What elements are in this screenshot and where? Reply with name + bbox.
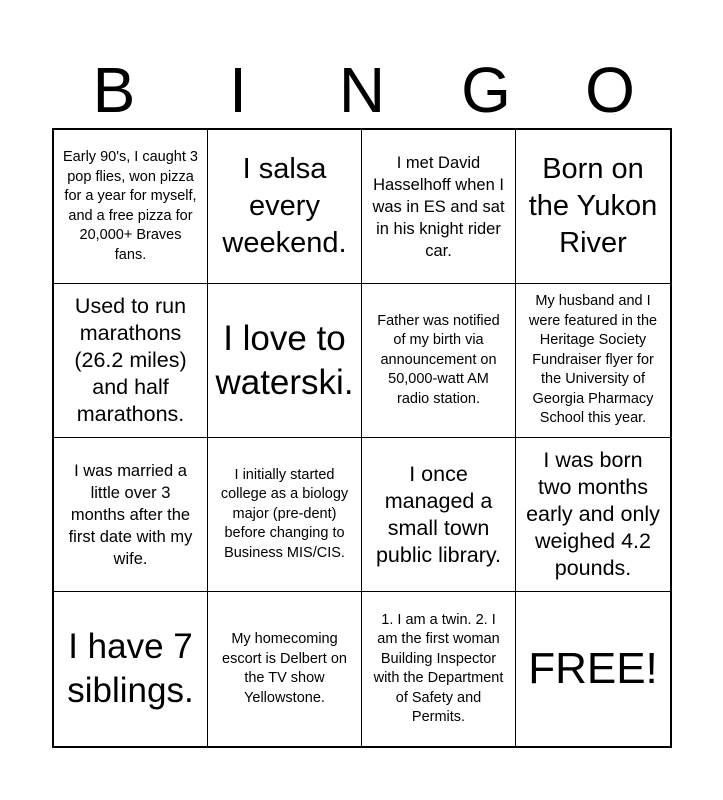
bingo-cell[interactable] <box>208 438 362 592</box>
bingo-cell[interactable] <box>362 438 516 592</box>
bingo-cell-text: Born on the Yukon River <box>528 153 658 259</box>
bingo-cell-text: I once managed a small town public library. <box>375 461 502 567</box>
bingo-cell[interactable] <box>208 592 362 746</box>
bingo-cell-text: 1. I am a twin. 2. I am the first woman Building Inspector with the Department of Safety and Permits. <box>373 611 504 725</box>
header-letter-i: I <box>229 54 247 126</box>
header-letter-o: O <box>585 54 635 126</box>
header-letter-g: G <box>461 54 511 126</box>
bingo-cell[interactable] <box>208 284 362 438</box>
bingo-cell[interactable] <box>516 284 670 438</box>
bingo-cell[interactable] <box>54 130 208 284</box>
bingo-cell-text: My husband and I were featured in the Heritage Society Fundraiser flyer for the University of Georgia Pharmacy School this year. <box>528 293 658 427</box>
bingo-cell[interactable] <box>516 130 670 284</box>
header-letter-n: N <box>338 54 386 126</box>
bingo-cell-text: I met David Hasselhoff when I was in ES and sat in his knight rider car. <box>372 153 505 260</box>
bingo-cell-text: Early 90's, I caught 3 pop flies, won pizza for a year for myself, and a free pizza for 20,000+ Braves fans. <box>63 149 198 263</box>
bingo-cell-text: Used to run marathons (26.2 miles) and half marathons. <box>74 294 187 426</box>
bingo-cell-text: I love to waterski. <box>215 318 354 402</box>
bingo-card-grid <box>52 128 672 748</box>
bingo-cell-free[interactable] <box>516 592 670 746</box>
bingo-cell-text: I salsa every weekend. <box>222 153 347 259</box>
bingo-cell-text: My homecoming escort is Delbert on the TV show Yellowstone. <box>222 631 347 706</box>
bingo-cell[interactable] <box>516 438 670 592</box>
bingo-cell-text: I initially started college as a biology major (pre-dent) before changing to Business MIS/CIS. <box>220 466 349 561</box>
bingo-cell-text: I was married a little over 3 months after the first date with my wife. <box>68 461 193 568</box>
bingo-cell-text: Father was notified of my birth via announcement on 50,000-watt AM radio station. <box>377 312 500 407</box>
bingo-cell-text: I have 7 siblings. <box>67 627 194 710</box>
bingo-cell[interactable] <box>54 284 208 438</box>
bingo-cell[interactable] <box>362 284 516 438</box>
bingo-header <box>52 52 672 128</box>
bingo-cell-text: I was born two months early and only weighed 4.2 pounds. <box>526 448 660 580</box>
bingo-cell[interactable] <box>362 130 516 284</box>
header-letter-b: B <box>92 54 136 126</box>
bingo-cell[interactable] <box>54 592 208 746</box>
bingo-cell[interactable] <box>208 130 362 284</box>
bingo-cell[interactable] <box>54 438 208 592</box>
free-space-text: FREE! <box>528 644 658 693</box>
bingo-cell[interactable] <box>362 592 516 746</box>
